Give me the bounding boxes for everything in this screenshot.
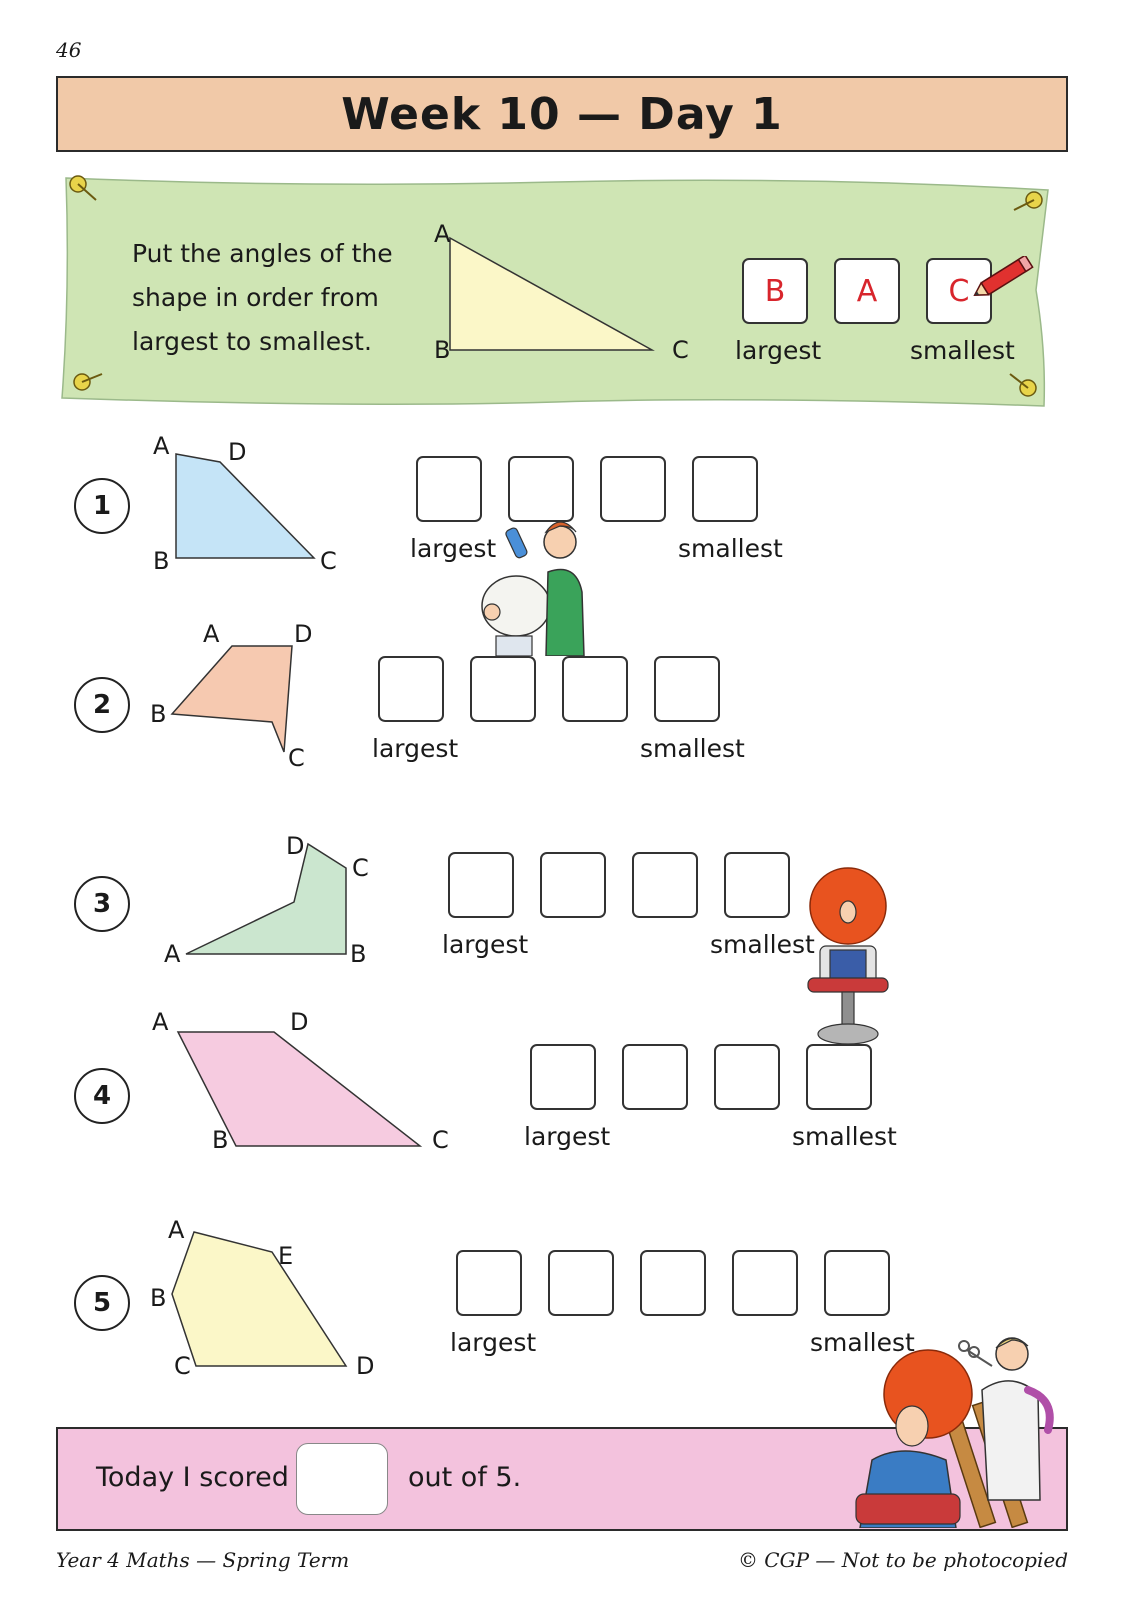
q4-answer-box[interactable] [806, 1044, 872, 1110]
example-triangle [440, 228, 670, 358]
q2-shape [168, 638, 296, 758]
q5-answer-box[interactable] [640, 1250, 706, 1316]
q3-vertex-c: C [352, 854, 369, 882]
q5-vertex-b: B [150, 1284, 167, 1312]
score-label-before: Today I scored [96, 1462, 289, 1493]
question-number-5: 5 [74, 1275, 130, 1331]
q2-vertex-c: C [288, 744, 305, 772]
q4-answer-box[interactable] [714, 1044, 780, 1110]
hairdresser-cartoon-illustration [852, 1330, 1062, 1528]
q2-largest-label: largest [372, 734, 459, 763]
page-title: Week 10 — Day 1 [341, 88, 783, 140]
q5-smallest-label: smallest [810, 1328, 915, 1357]
q3-smallest-label: smallest [710, 930, 815, 959]
q4-smallest-label: smallest [792, 1122, 897, 1151]
customer-in-chair-illustration [802, 866, 898, 1052]
q5-vertex-c: C [174, 1352, 191, 1380]
q2-smallest-label: smallest [640, 734, 745, 763]
footer-left: Year 4 Maths — Spring Term [56, 1548, 350, 1572]
q5-answer-box[interactable] [548, 1250, 614, 1316]
q3-vertex-a: A [164, 940, 181, 968]
q5-vertex-d: D [356, 1352, 375, 1380]
q1-vertex-c: C [320, 547, 337, 575]
scissors-icon [959, 1341, 992, 1366]
q1-vertex-d: D [228, 438, 247, 466]
q2-answer-box[interactable] [654, 656, 720, 722]
q1-vertex-b: B [153, 547, 170, 575]
title-bar [56, 76, 1068, 152]
q3-answer-box[interactable] [540, 852, 606, 918]
example-vertex-b: B [434, 336, 451, 364]
q4-vertex-d: D [290, 1008, 309, 1036]
example-answer-box: C [926, 258, 992, 324]
example-largest-label: largest [735, 336, 822, 365]
q1-smallest-label: smallest [678, 534, 783, 563]
q2-answer-box[interactable] [378, 656, 444, 722]
q5-answer-box[interactable] [456, 1250, 522, 1316]
q2-answer-box[interactable] [562, 656, 628, 722]
q5-vertex-e: E [278, 1242, 294, 1270]
q5-vertex-a: A [168, 1216, 185, 1244]
example-smallest-label: smallest [910, 336, 1015, 365]
q3-answer-box[interactable] [448, 852, 514, 918]
q4-answer-box[interactable] [530, 1044, 596, 1110]
pencil-icon [968, 256, 1040, 300]
question-number-3: 3 [74, 876, 130, 932]
q2-vertex-d: D [294, 620, 313, 648]
q2-answer-box[interactable] [470, 656, 536, 722]
example-answer-box: A [834, 258, 900, 324]
q2-vertex-a: A [203, 620, 220, 648]
q5-largest-label: largest [450, 1328, 537, 1357]
q4-vertex-b: B [212, 1126, 229, 1154]
q3-vertex-d: D [286, 832, 305, 860]
q1-answer-box[interactable] [600, 456, 666, 522]
q3-answer-box[interactable] [632, 852, 698, 918]
example-vertex-a: A [434, 220, 451, 248]
q3-answer-box[interactable] [724, 852, 790, 918]
q3-vertex-b: B [350, 940, 367, 968]
question-number-2: 2 [74, 677, 130, 733]
barber-cartoon-illustration [476, 512, 604, 656]
score-input-box[interactable] [296, 1443, 388, 1515]
q1-largest-label: largest [410, 534, 497, 563]
question-number-1: 1 [74, 478, 130, 534]
q5-answer-box[interactable] [732, 1250, 798, 1316]
q5-shape [168, 1226, 352, 1372]
q1-answer-box[interactable] [416, 456, 482, 522]
q3-shape [184, 840, 350, 960]
q5-answer-box[interactable] [824, 1250, 890, 1316]
page-number: 46 [56, 38, 82, 62]
q3-largest-label: largest [442, 930, 529, 959]
q4-answer-box[interactable] [622, 1044, 688, 1110]
q4-vertex-c: C [432, 1126, 449, 1154]
score-label-after: out of 5. [408, 1462, 522, 1493]
example-answer-box: B [742, 258, 808, 324]
example-vertex-c: C [672, 336, 689, 364]
q1-vertex-a: A [153, 432, 170, 460]
q4-largest-label: largest [524, 1122, 611, 1151]
q1-answer-box[interactable] [692, 456, 758, 522]
footer-right: © CGP — Not to be photocopied [737, 1548, 1068, 1572]
example-instruction: Put the angles of the shape in order from largest to smallest. [132, 239, 393, 356]
question-number-4: 4 [74, 1068, 130, 1124]
q4-vertex-a: A [152, 1008, 169, 1036]
q2-vertex-b: B [150, 700, 167, 728]
